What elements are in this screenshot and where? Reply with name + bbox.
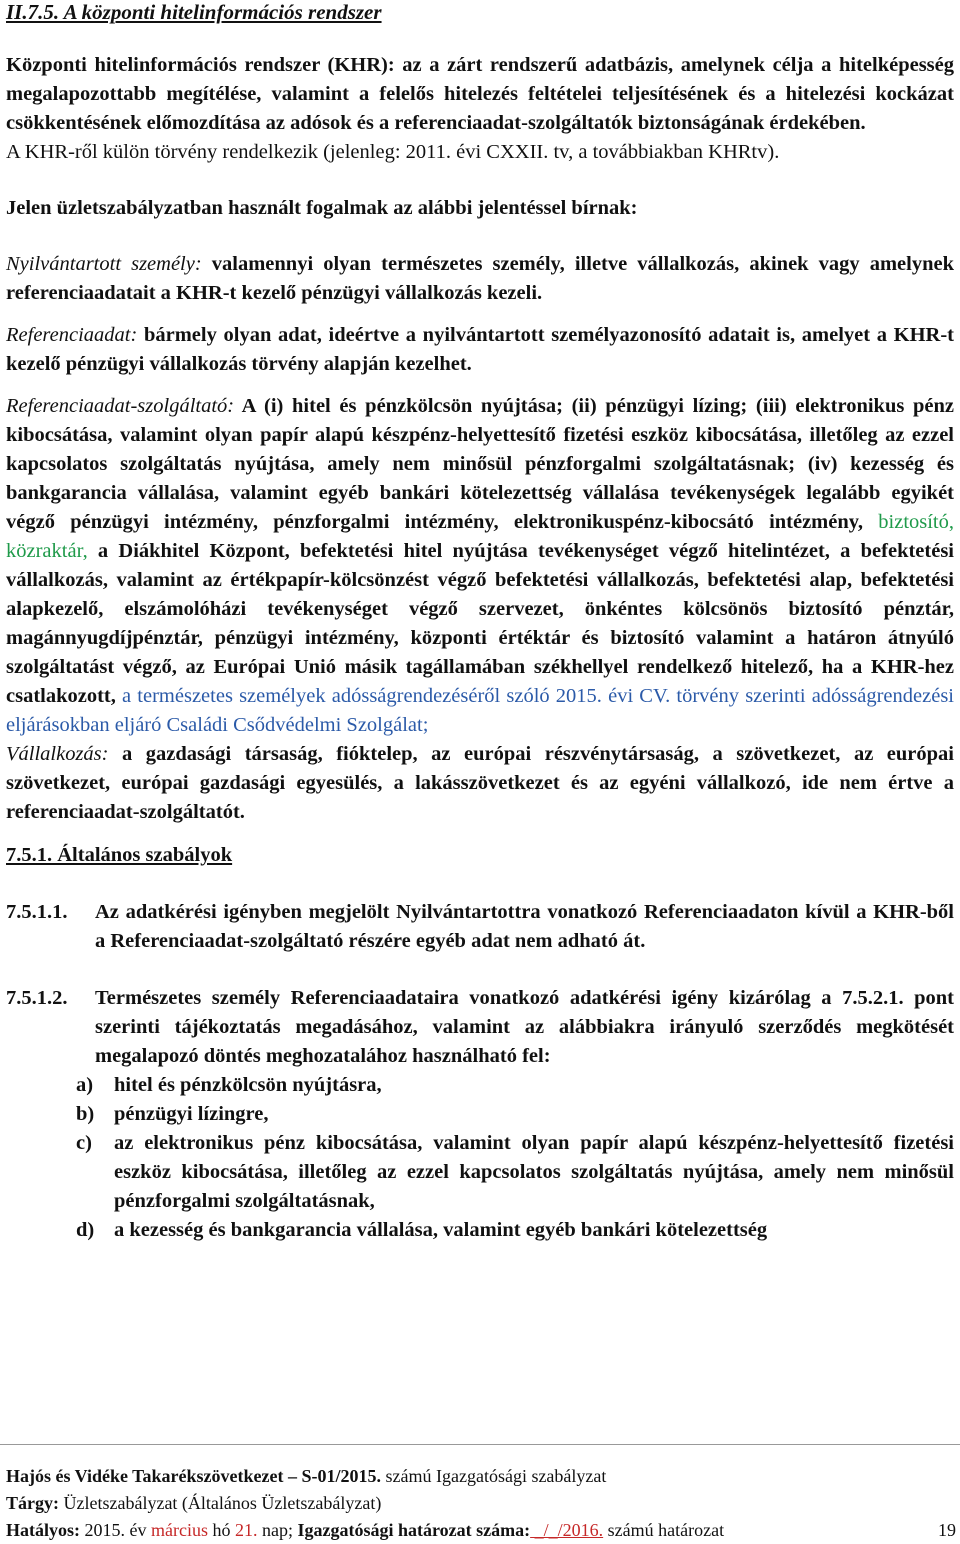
amended-text-blue: a természetes személyek adósságrendezéséről szóló 2015. évi CV. törvény szerinti adósságrendezési eljárásokban eljáró Családi Csődvédelmi Szolgálat; [6,685,954,736]
subsection-title: 7.5.1. Általános szabályok [6,844,233,866]
definition-text: A (i) hitel és pénzkölcsön nyújtása; (ii) pénzügyi lízing; (iii) elektronikus pénz kibocsátása, valamint olyan papír alapú készpénz-helyettesítő fizetési eszköz kibocsátása, illetőleg az ezzel kapcsolatos szolgáltatás nyújtása, amely nem minősül pénzforgalmi szolgáltatásnak; (iv) kezesség és bankgarancia vállalása, valamint egyéb bankári kötelezettség vállalása tevékenységek legalább egyikét végző pénzügyi intézmény, pénzforgalmi intézmény, elektronikuspénz-kibocsátó intézmény, [6,395,954,533]
page-footer [6,1463,956,1544]
definition-text: valamennyi olyan természetes személy, illetve vállalkozás, akinek vagy amelynek referenciaadatait a KHR-t kezelő pénzügyi vállalkozás kezeli. [6,253,954,304]
footer-month: március [151,1520,208,1540]
footer-day: 21. [234,1520,258,1540]
rule-text: Az adatkérési igényben megjelölt Nyilvántartottra vonatkozó Referenciaadaton kívül a KHR-ből a Referenciaadat-szolgáltató részére egyéb adat nem adható át. [95,901,954,952]
section-heading: II.7.5. A központi hitelinformációs rendszer [6,0,382,24]
list-text: pénzügyi lízingre, [114,1103,269,1125]
subsection-heading [6,841,954,870]
term-szolgaltato: Referenciaadat-szolgáltató: [6,395,235,417]
footer-issuer: Hajós és Vidéke Takarékszövetkezet – S-01/2015. [6,1466,381,1486]
amended-text-green: biztosító, közraktár, [6,511,955,562]
khr-definition-text: Központi hitelinformációs rendszer (KHR): az a zárt rendszerű adatbázis, amelynek célja a hitelképesség megalapozottabb megítélése, valamint a felelős hitelezés feltételei teljesítésének és a hitelezési kockázat csökkentésének előmozdítása az adósok és a referenciaadat-szolgáltatók biztonságának érdekében. [6,54,954,134]
list-text: a kezesség és bankgarancia vállalása, valamint egyéb bankári kötelezettség [114,1219,768,1241]
list-item [76,1129,954,1216]
document-page [6,0,954,1245]
footer-nap: nap; [257,1520,298,1540]
khr-definition [6,51,954,138]
rule-text: Természetes személy Referenciaadataira vonatkozó adatkérési igény kizárólag a 7.5.2.1. pont szerinti tájékoztatás megadásához, valamint az alábbiakra irányuló szerződés megkötését megalapozó döntés meghozatalához használható fel: [95,987,954,1067]
list-item [76,1071,954,1100]
definition-text: a gazdasági társaság, fióktelep, az európai részvénytársaság, a szövetkezet, az európai szövetkezet, európai gazdasági egyesülés, a lakásszövetkezet és az egyéni vállalkozó, ide nem értve a referenciaadat-szolgáltatót. [6,743,954,823]
definition-nyilvantartott [6,250,954,308]
khr-law-note: A KHR-ről külön törvény rendelkezik (jelenleg: 2011. évi CXXII. tv, a továbbiakban KHRtv). [6,141,780,163]
list-item [76,1100,954,1129]
definition-szolgaltato [6,392,954,740]
term-vallalkozas: Vállalkozás: [6,743,109,765]
footer-decision-label: Igazgatósági határozat száma: [297,1520,531,1540]
rule-number: 7.5.1.1. [6,901,68,923]
list-letter: a) [76,1074,94,1096]
definition-referenciaadat [6,321,954,379]
list-letter: b) [76,1103,95,1125]
rule-item [6,984,954,1071]
term-nyilvantartott: Nyilvántartott személy: [6,253,202,275]
footer-decision-suffix: számú határozat [603,1520,725,1540]
footer-line-subject [6,1490,956,1517]
footer-regulation-type: számú Igazgatósági szabályzat [381,1466,607,1486]
footer-divider [0,1444,960,1445]
definition-vallalkozas [6,740,954,827]
definitions-intro: Jelen üzletszabályzatban használt fogalmak az alábbi jelentéssel bírnak: [6,197,638,219]
definition-text-cont: a Diákhitel Központ, befektetési hitel nyújtása tevékenységet végző hitelintézet, a befektetési vállalkozás, valamint az értékpapír-kölcsönzést végző befektetési vállalkozás, befektetési alap, befektetési alapkezelő, elszámolóházi tevékenységet végző szervezet, önkéntes kölcsönös biztosító pénztár, magánnyugdíjpénztár, pénzügyi intézmény, központi értéktár és biztosító valamint a határon átnyúló szolgáltatást végző, az Európai Unió másik tagállamában székhellyel rendelkező hitelező, ha a KHR-hez csatlakozott, [6,540,954,707]
footer-subject-label: Tárgy: [6,1493,59,1513]
term-referenciaadat: Referenciaadat: [6,324,138,346]
list-item [76,1216,954,1245]
page-number: 19 [938,1520,956,1540]
rule-item [6,898,954,956]
footer-subject: Üzletszabályzat (Általános Üzletszabályzat) [59,1493,382,1513]
rule-number: 7.5.1.2. [6,987,68,1009]
definition-text: bármely olyan adat, ideértve a nyilvántartott személyazonosító adatait is, amelyet a KHR-t kezelő pénzügyi vállalkozás törvény alapján kezelhet. [6,324,954,375]
list-letter: c) [76,1132,92,1154]
footer-year: 2015. év [80,1520,151,1540]
footer-ho: hó [207,1520,235,1540]
footer-line-issuer [6,1463,956,1490]
list-text: hitel és pénzkölcsön nyújtásra, [114,1074,382,1096]
footer-effective-label: Hatályos: [6,1520,80,1540]
list-text: az elektronikus pénz kibocsátása, valamint olyan papír alapú készpénz-helyettesítő fizetési eszköz kibocsátása, illetőleg az ezzel kapcsolatos szolgáltatás nyújtása, amely nem minősül pénzforgalmi szolgáltatásnak, [114,1132,954,1212]
footer-decision-number: _/_/2016. [530,1520,604,1540]
list-letter: d) [76,1219,95,1241]
